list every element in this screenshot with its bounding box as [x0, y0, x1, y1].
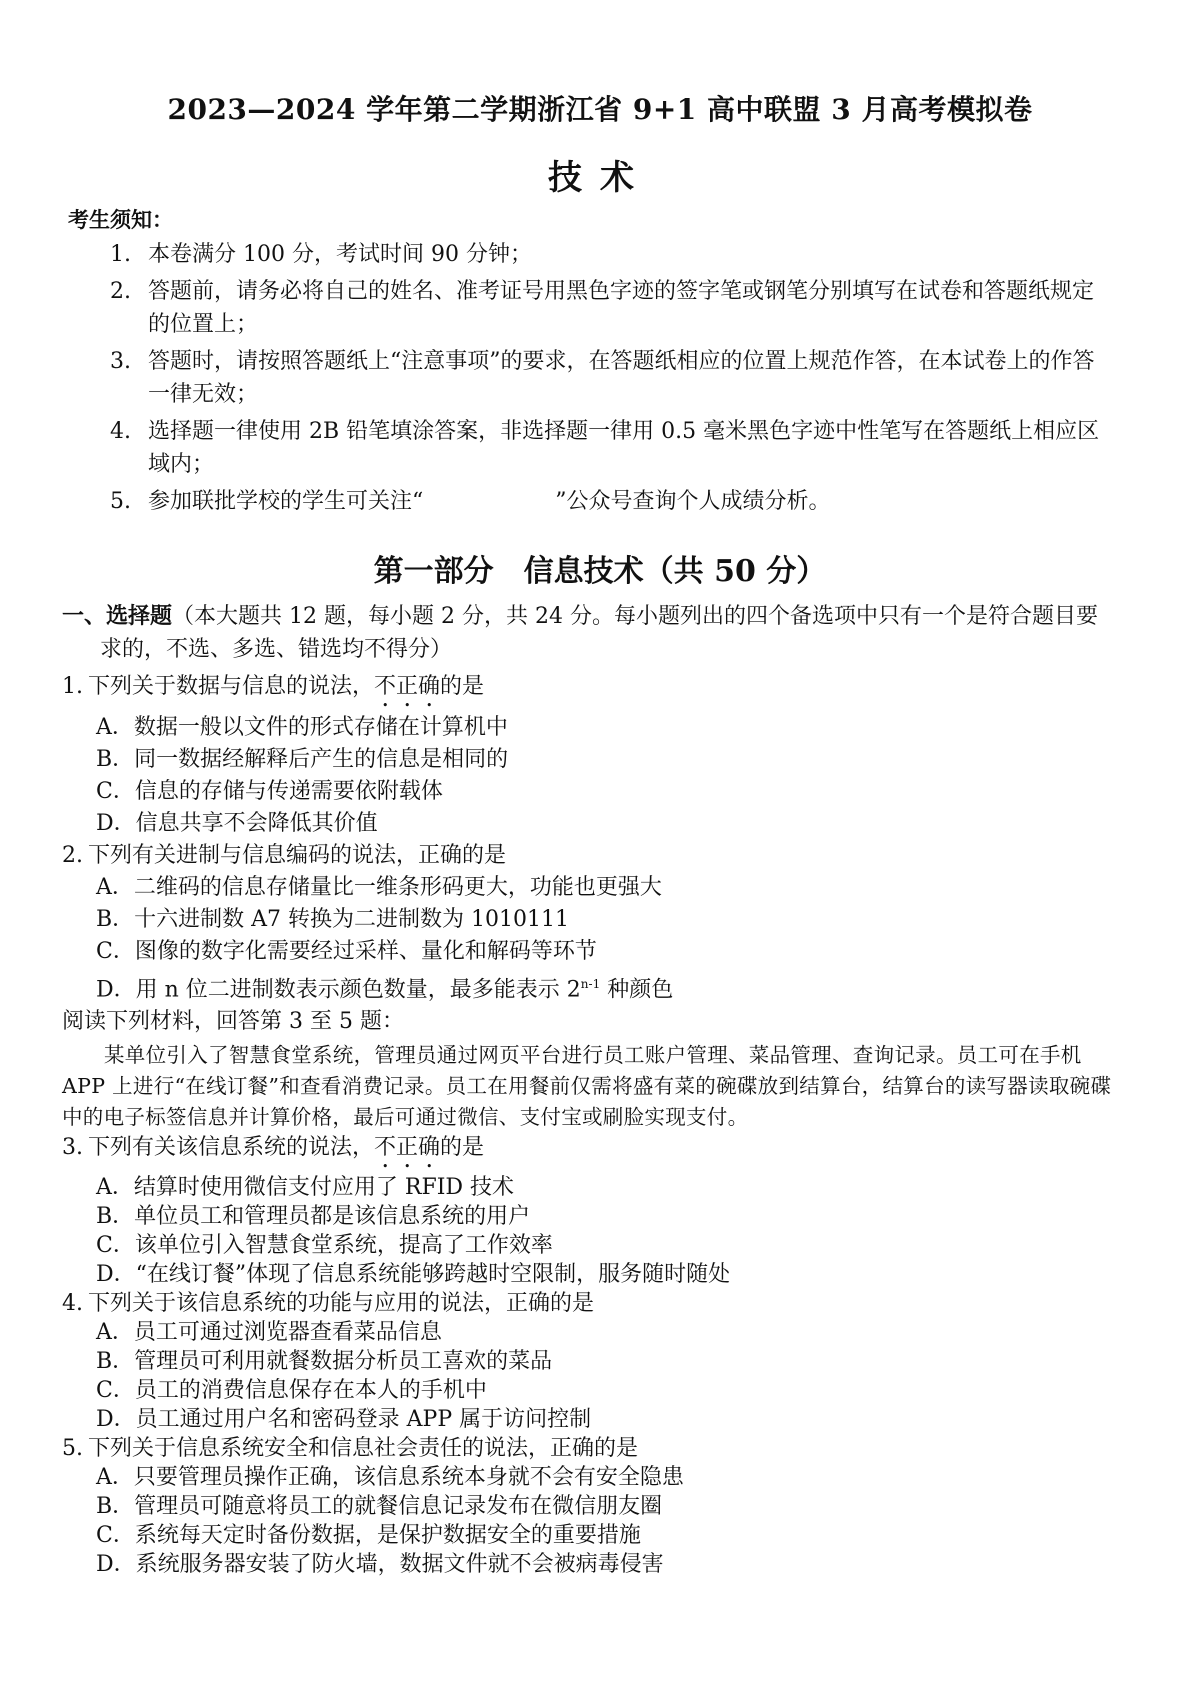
option-b: B．同一数据经解释后产生的信息是相同的 [96, 747, 509, 772]
stem-text: 下列有关进制与信息编码的说法，正确的是 [88, 843, 507, 868]
option-a: A．二维码的信息存储量比一维条形码更大，功能也更强大 [96, 875, 662, 900]
notice-item [110, 238, 1115, 271]
part-title: 第一部分 信息技术（共 50 分） [373, 554, 827, 589]
reading-intro: 阅读下列材料，回答第 3 至 5 题： [62, 1009, 404, 1035]
option-c: C．该单位引入智慧食堂系统，提高了工作效率 [96, 1233, 553, 1259]
exponent: n-1 [580, 977, 601, 991]
question-2 [62, 840, 1122, 1006]
question-number: 1. [62, 674, 83, 699]
notice-item [110, 345, 1115, 411]
option-a: A．只要管理员操作正确，该信息系统本身就不会有安全隐患 [96, 1465, 684, 1491]
option-d [62, 968, 1122, 1006]
option-c: C．图像的数字化需要经过采样、量化和解码等环节 [96, 939, 597, 964]
stem-text: 下列关于该信息系统的功能与应用的说法，正确的是 [88, 1291, 595, 1317]
stem-emphasis: 不正确 [374, 1135, 441, 1161]
stem-text: 下列关于信息系统安全和信息社会责任的说法，正确的是 [88, 1436, 639, 1462]
notice-number: 2. [110, 279, 131, 304]
option-d-text: D．用 n 位二进制数表示颜色数量，最多能表示 2 [96, 977, 581, 1003]
notice-text: 答题时，请按照答题纸上“注意事项”的要求，在答题纸相应的位置上规范作答，在本试卷上的作答一律无效； [148, 349, 1095, 407]
option-d-text-end: 种颜色 [600, 977, 674, 1003]
notice-text: 答题前，请务必将自己的姓名、准考证号用黑色字迹的签字笔或钢笔分别填写在试卷和答题纸规定的位置上； [148, 279, 1095, 337]
option-b: B．十六进制数 A7 转换为二进制数为 1010111 [96, 907, 570, 932]
stem-text: 下列有关该信息系统的说法， [88, 1135, 375, 1161]
stem-text-end: 的是 [440, 1135, 485, 1161]
question-stem [62, 1133, 1122, 1173]
notice-text: 选择题一律使用 2B 铅笔填涂答案，非选择题一律用 0.5 毫米黑色字迹中性笔写在答题纸上相应区域内； [148, 419, 1100, 477]
notice-text: 本卷满分 100 分，考试时间 90 分钟； [148, 242, 532, 267]
question-stem [62, 1434, 1122, 1463]
question-5 [62, 1434, 1122, 1579]
question-4 [62, 1289, 1122, 1434]
question-number: 3. [62, 1135, 83, 1161]
notice-number: 1. [110, 242, 131, 267]
option-c: C．信息的存储与传递需要依附载体 [96, 779, 443, 804]
exam-title: 2023—2024 学年第二学期浙江省 9+1 高中联盟 3 月高考模拟卷 [167, 93, 1033, 126]
option-d: D．“在线订餐”体现了信息系统能够跨越时空限制，服务随时随处 [96, 1262, 731, 1288]
question-area [62, 671, 1122, 1579]
option-a: A．结算时使用微信支付应用了 RFID 技术 [96, 1175, 515, 1201]
notice-list [110, 238, 1115, 522]
stem-text: 下列关于数据与信息的说法， [88, 674, 375, 699]
question-stem [62, 1289, 1122, 1318]
notice-number: 3. [110, 349, 131, 374]
question-stem [62, 671, 1122, 712]
reading-passage: 某单位引入了智慧食堂系统，管理员通过网页平台进行员工账户管理、菜品管理、查询记录。员工可在手机 APP 上进行“在线订餐”和查看消费记录。员工在用餐前仅需将盛有菜的碗碟放到结算台，结算台的读写器读取碗碟中的电子标签信息并计算价格，最后可通过微信、支付宝或刷脸实现支付。 [62, 1043, 1112, 1130]
option-b: B．管理员可随意将员工的就餐信息记录发布在微信朋友圈 [96, 1494, 663, 1520]
question-3 [62, 1133, 1122, 1289]
stem-text-end: 的是 [440, 674, 485, 699]
question-number: 5. [62, 1436, 83, 1462]
option-d: D．员工通过用户名和密码登录 APP 属于访问控制 [96, 1407, 592, 1433]
subject-title: 技术 [548, 158, 652, 198]
question-1 [62, 671, 1122, 840]
section-desc-line2: 求的，不选、多选、错选均不得分） [100, 637, 453, 662]
notice-number: 5. [110, 489, 131, 514]
notice-heading: 考生须知： [68, 207, 173, 232]
question-number: 2. [62, 843, 83, 868]
notice-item [110, 415, 1115, 481]
notice-text: 参加联批学校的学生可关注“ ”公众号查询个人成绩分析。 [148, 489, 831, 514]
question-stem [62, 840, 1122, 872]
option-a: A．员工可通过浏览器查看菜品信息 [96, 1320, 442, 1346]
reading-questions [62, 1133, 1122, 1579]
notice-item [110, 485, 1115, 518]
stem-emphasis: 不正确 [374, 674, 441, 699]
option-b: B．管理员可利用就餐数据分析员工喜欢的菜品 [96, 1349, 553, 1375]
notice-item [110, 275, 1115, 341]
question-number: 4. [62, 1291, 83, 1317]
option-d: D．信息共享不会降低其价值 [96, 811, 378, 836]
section-number: 一、选择题 [62, 603, 173, 629]
option-a: A．数据一般以文件的形式存储在计算机中 [96, 715, 508, 740]
option-c: C．系统每天定时备份数据，是保护数据安全的重要措施 [96, 1523, 641, 1549]
section-desc-line1: （本大题共 12 题，每小题 2 分，共 24 分。每小题列出的四个备选项中只有一个是符合题目要 [172, 604, 1098, 629]
notice-number: 4. [110, 419, 131, 444]
section-heading [62, 600, 1112, 666]
option-c: C．员工的消费信息保存在本人的手机中 [96, 1378, 487, 1404]
option-b: B．单位员工和管理员都是该信息系统的用户 [96, 1204, 531, 1230]
option-d: D．系统服务器安装了防火墙，数据文件就不会被病毒侵害 [96, 1552, 664, 1578]
